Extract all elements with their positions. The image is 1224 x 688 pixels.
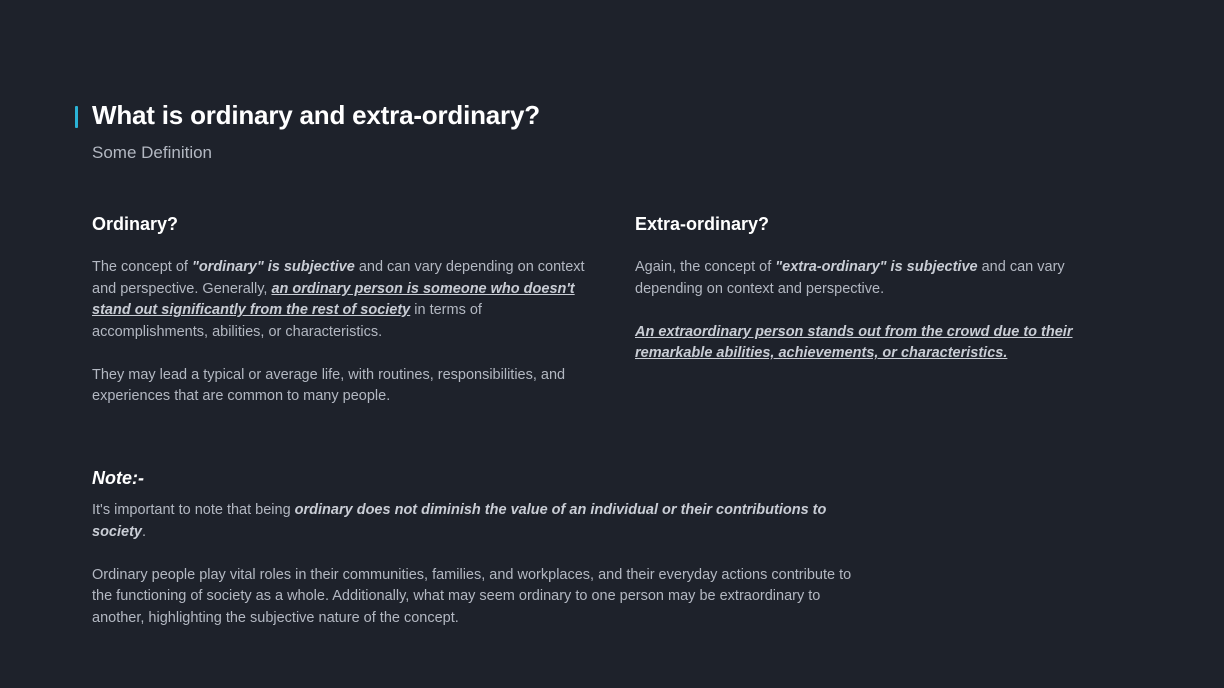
emphasis-text: "ordinary" is subjective [191, 259, 355, 275]
emphasis-underlined-text: an ordinary person is someone who doesn't stand out significantly from the rest of society [92, 280, 575, 319]
extraordinary-heading: Extra-ordinary? [635, 214, 770, 234]
note-paragraph-2: Ordinary people play vital roles in their communities, families, and workplaces, and their everyday actions contribute to the functioning of society as a whole. Additionally, what may seem ordinary to one person may be extraordinary to another, highlighting the subjective nature of the concept. [92, 566, 852, 626]
extraordinary-column [635, 212, 1135, 386]
text-span: and can vary depending on context and perspective. Generally, [92, 259, 585, 297]
ordinary-heading: Ordinary? [92, 214, 179, 234]
text-span: in terms of accomplishments, abilities, or characteristics. [92, 302, 482, 340]
text-span: It's important to note that being [92, 502, 295, 518]
text-span: The concept of [92, 259, 192, 275]
ordinary-paragraph-1 [92, 257, 592, 343]
note-section [92, 466, 872, 651]
text-span: Again, the concept of [635, 259, 776, 275]
title-accent-bar [75, 106, 78, 128]
emphasis-text: "extra-ordinary" is subjective [775, 259, 978, 275]
page-subtitle: Some Definition [92, 143, 213, 162]
note-heading: Note:- [92, 468, 144, 488]
extraordinary-paragraph-2: An extraordinary person stands out from the crowd due to their remarkable abilities, achievements, or characteristics. [635, 323, 1073, 362]
page-title: What is ordinary and extra-ordinary? [92, 100, 540, 130]
text-span: and can vary depending on context and perspective. [635, 259, 1065, 297]
ordinary-paragraph-2: They may lead a typical or average life, with routines, responsibilities, and experiences that are common to many people. [92, 366, 566, 405]
note-paragraph-1 [92, 500, 872, 543]
emphasis-text: ordinary does not diminish the value of an individual or their contributions to society [92, 502, 827, 540]
text-span: . [141, 523, 147, 540]
extraordinary-paragraph-1 [635, 257, 1135, 300]
ordinary-column [92, 212, 592, 430]
